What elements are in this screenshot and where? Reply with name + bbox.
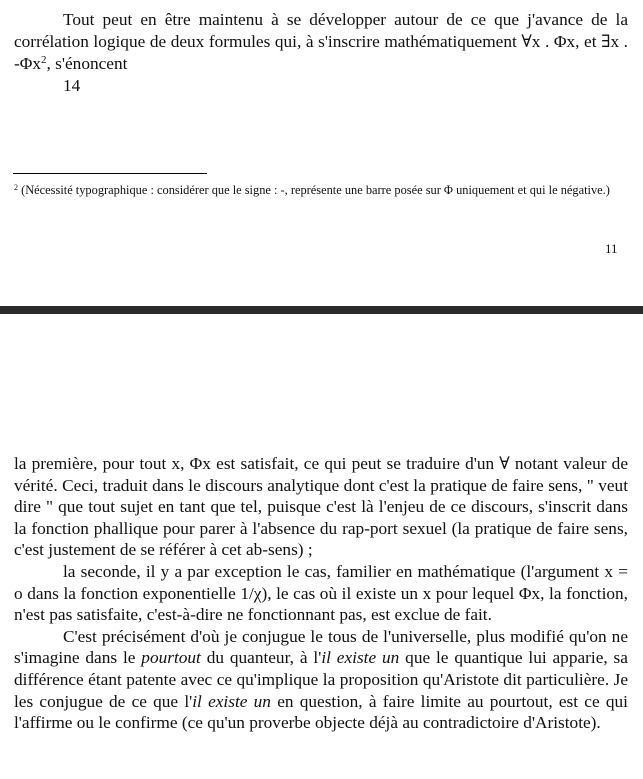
paragraph-formulas-end: , s'énoncent <box>46 54 128 73</box>
italic-term: il existe un <box>192 691 271 711</box>
document-page-bottom <box>0 314 643 779</box>
paragraph-text: que le quantique lui apparie, sa différence étant patente avec ce qu'implique la proposition qu'Aristote dit particulière. Je les conjugue de ce que l' <box>14 648 628 711</box>
footnote <box>14 180 614 199</box>
paragraph-text: C'est précisément d'où je conjugue le tous de l'universelle, plus modifié qu'on ne s'imagine dans le <box>14 626 628 668</box>
footnote-reference[interactable]: 2 <box>41 54 47 66</box>
paragraph-formulas-text: Tout peut en être maintenu à se développer autour de ce que j'avance de la corrélation logique de deux formules qui, à s'inscrire mathématiquement ∀x . Φx, et ∃x . -Φx <box>14 10 628 73</box>
footnote-separator <box>13 173 207 174</box>
document-page-top <box>0 0 643 306</box>
paragraph-first-formula: la première, pour tout x, Φx est satisfait, ce qui peut se traduire d'un ∀ notant valeur de vérité. Ceci, traduit dans le discours analytique dont c'est la pratique de faire sens, " veut dire " que tout sujet en tant que tel, puisque c'est là l'enjeu de ce discours, s'inscrit dans la fonction phallique pour parer à l'absence du rap-port sexuel (la pratique de faire sens, c'est justement de se référer à cet ab-sens) ; <box>14 454 628 560</box>
footnote-marker: 2 <box>14 183 18 192</box>
paragraph-text: du quanteur, à l' <box>200 648 322 668</box>
paragraph-text: en question, à faire limite au pourtout, est ce qui l'affirme ou le confirme (ce qu'un proverbe objecte déjà au contradictoire d'Aristote). <box>14 691 628 733</box>
paragraph-formulas <box>14 9 628 75</box>
bottom-text-block <box>14 453 628 734</box>
paragraph-second-formula: la seconde, il y a par exception le cas, familier en mathématique (l'argument x = o dans la fonction exponentielle 1/χ), le cas où il existe un x pour lequel Φx, la fonction, n'est pas satisfaite, c'est-à-dire ne fonctionnant pas, est exclue de fait. <box>14 561 628 625</box>
footnote-text: (Nécessité typographique : considérer que le signe : -, représente une barre posée sur Φ uniquement et qui le négative.) <box>18 183 610 197</box>
italic-term: il existe un <box>321 648 400 668</box>
page-number: 11 <box>605 241 618 256</box>
paragraph-conjugation <box>14 626 628 734</box>
top-text-block <box>14 9 628 97</box>
page-separator <box>0 306 643 314</box>
line-number: 14 <box>63 76 81 95</box>
italic-term: pourtout <box>141 648 201 668</box>
